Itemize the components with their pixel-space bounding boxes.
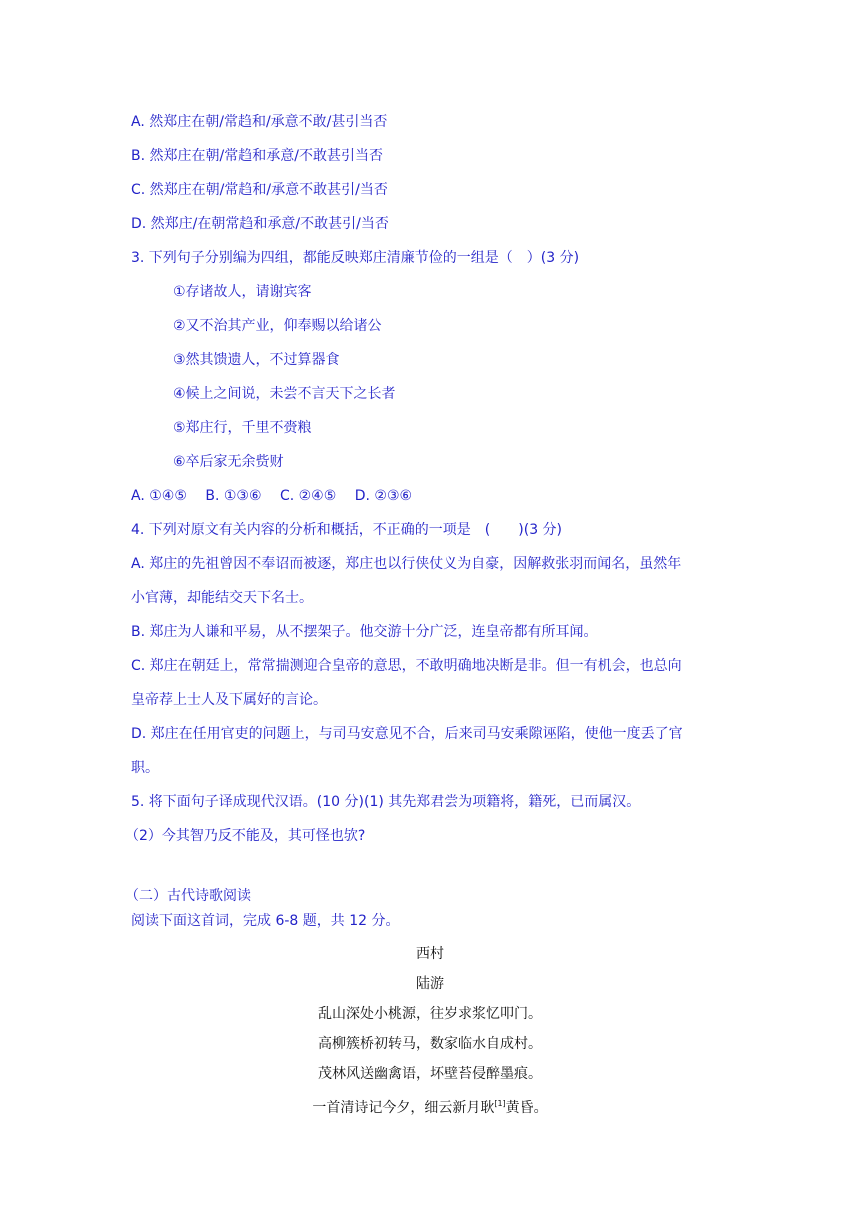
q4-option-a-line1: A. 郑庄的先祖曾因不奉诏而被逐，郑庄也以行侠仗义为自豪，因解救张羽而闻名，虽然年 [131, 556, 682, 572]
q4-option-d-line2: 职。 [131, 760, 159, 776]
q3-item: ④候上之间说，未尝不言天下之长者 [173, 386, 396, 402]
poem-line-text: 黄昏。 [505, 1100, 548, 1116]
q3-stem: 3. 下列句子分别编为四组，都能反映郑庄清廉节俭的一组是（ ）(3 分) [131, 250, 580, 266]
q2-option-c: C. 然郑庄在朝/常趋和/承意不敢甚引/当否 [131, 182, 388, 198]
q4-option-d-line1: D. 郑庄在任用官吏的问题上，与司马安意见不合，后来司马安乘隙诬陷，使他一度丢了官 [131, 726, 683, 742]
q4-option-b: B. 郑庄为人谦和平易，从不摆架子。他交游十分广泛，连皇帝都有所耳闻。 [131, 624, 598, 640]
q3-item: ⑥卒后家无余赀财 [173, 454, 284, 470]
q2-option-d: D. 然郑庄/在朝常趋和承意/不敢甚引/当否 [131, 216, 389, 232]
poem-line: 乱山深处小桃源，往岁求浆忆叩门。 [318, 1006, 542, 1022]
q4-option-c-line1: C. 郑庄在朝廷上，常常揣测迎合皇帝的意思，不敢明确地决断是非。但一有机会，也总向 [131, 658, 682, 674]
poem-line: 高柳簇桥初转马，数家临水自成村。 [318, 1036, 542, 1052]
poem-author: 陆游 [416, 976, 444, 992]
q5-line1: 5. 将下面句子译成现代汉语。(10 分)(1) 其先郑君尝为项籍将，籍死，已而属汉。 [131, 794, 641, 810]
q5-line2: （2）今其智乃反不能及，其可怪也欤? [125, 828, 366, 844]
section-intro: 阅读下面这首词，完成 6-8 题，共 12 分。 [131, 913, 400, 929]
q3-item: ①存诸故人，请谢宾客 [173, 284, 312, 300]
q2-option-b: B. 然郑庄在朝/常趋和承意/不敢甚引当否 [131, 148, 383, 164]
q3-item: ③然其馈遗人，不过算器食 [173, 352, 340, 368]
q2-option-a: A. 然郑庄在朝/常趋和/承意不敢/甚引当否 [131, 114, 388, 130]
q4-option-c-line2: 皇帝荐上士人及下属好的言论。 [131, 692, 327, 708]
q3-options: A. ①④⑤ B. ①③⑥ C. ②④⑤ D. ②③⑥ [131, 488, 413, 504]
footnote-marker[interactable]: [1] [494, 1099, 506, 1108]
q3-item: ⑤郑庄行，千里不赍粮 [173, 420, 312, 436]
poem-line: 茂林风送幽禽语，坏壁苔侵醉墨痕。 [318, 1066, 542, 1082]
poem-line-text: 一首清诗记今夕，细云新月耿 [312, 1100, 495, 1116]
q4-stem: 4. 下列对原文有关内容的分析和概括，不正确的一项是 ( )(3 分) [131, 522, 563, 538]
section-heading: （二）古代诗歌阅读 [125, 888, 251, 904]
q4-option-a-line2: 小官薄，却能结交天下名士。 [131, 590, 313, 606]
poem-title: 西村 [416, 946, 444, 962]
poem-line-last [0, 1094, 860, 1118]
q3-item: ②又不治其产业，仰奉赐以给诸公 [173, 318, 382, 334]
